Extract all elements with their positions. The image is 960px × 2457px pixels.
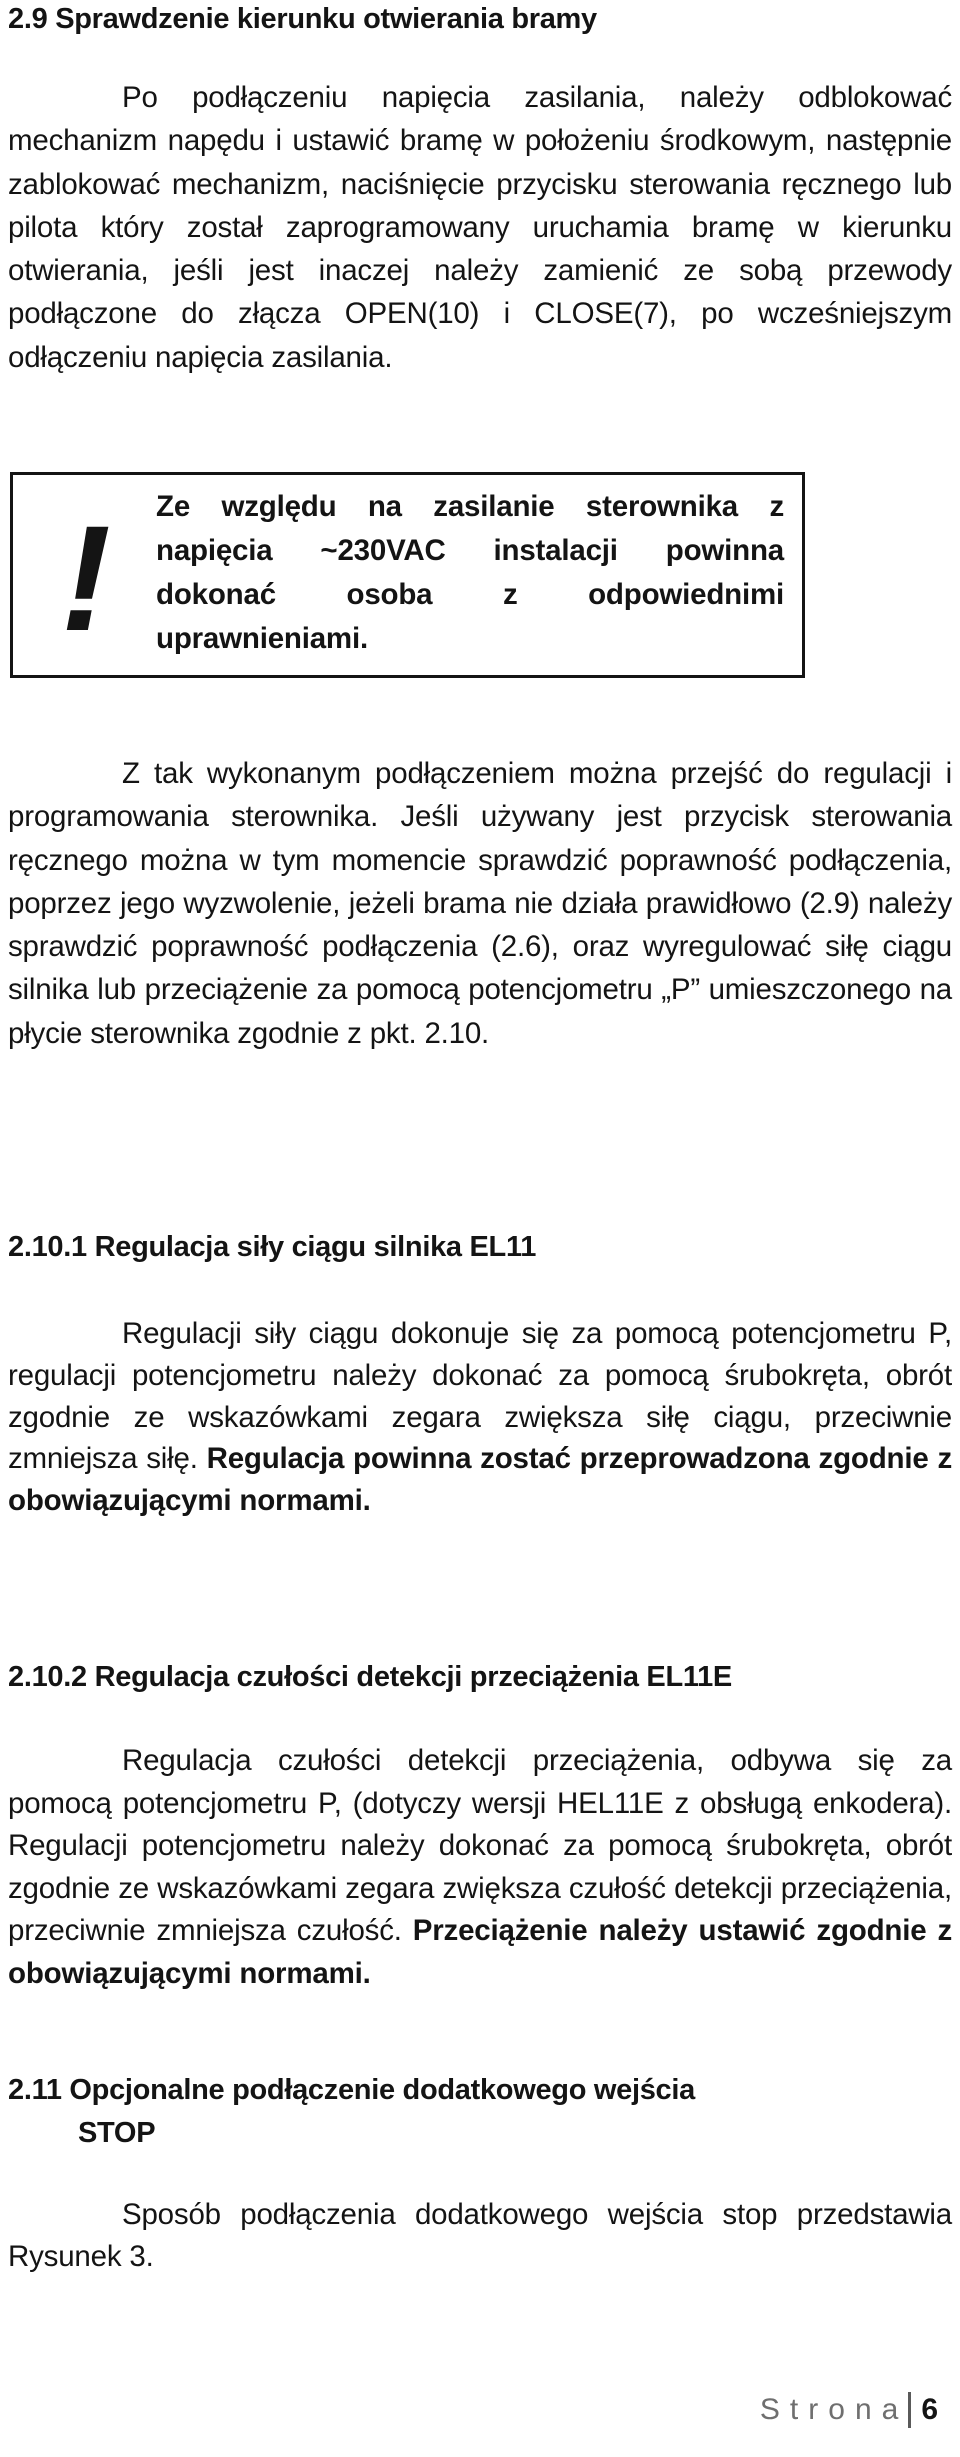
warning-text: Ze względu na zasilanie sterownika z napięcia ~230VAC instalacji powinna dokonać osoba z odpowiednimi uprawnieniami. (156, 490, 784, 655)
heading-2-11-number: 2.11 (8, 2074, 62, 2106)
heading-2-9-title: Sprawdzenie kierunku otwierania bramy (55, 3, 597, 35)
heading-2-10-2-number: 2.10.2 (8, 1661, 87, 1693)
heading-2-11 (8, 2071, 695, 2109)
heading-2-11-title-line2: STOP (78, 2117, 156, 2149)
paragraph-after-connection (8, 752, 952, 1055)
paragraph-2-10-2 (8, 1740, 952, 1995)
heading-2-10-1 (8, 1228, 536, 1266)
page-footer (760, 2390, 938, 2430)
paragraph-after-connection-text: Z tak wykonanym podłączeniem można przejść do regulacji i programowania sterownika. Jeśli używany jest przycisk sterowania ręcznego można w tym momencie sprawdzić poprawność podłączenia, poprzez jego wyzwolenie, jeżeli brama nie działa prawidłowo (2.9) należy sprawdzić poprawność podłączenia (2.6), oraz wyregulować siłę ciągu silnika lub przeciążenie za pomocą potencjometru „P” umieszczonego na płycie sterownika zgodnie z pkt. 2.10. (8, 757, 952, 1050)
heading-2-9 (8, 0, 597, 38)
page-number: 6 (921, 2393, 938, 2426)
paragraph-2-9-text: Po podłączeniu napięcia zasilania, należy odblokować mechanizm napędu i ustawić bramę w położeniu środkowym, następnie zablokować mechanizm, naciśnięcie przycisku sterowania ręcznego lub pilota który został zaprogramowany uruchamia bramę w kierunku otwierania, jeśli jest inaczej należy zamienić ze sobą przewody podłączone do złącza OPEN(10) i CLOSE(7), po wcześniejszym odłączeniu napięcia zasilania. (8, 81, 952, 374)
heading-2-9-number: 2.9 (8, 3, 48, 35)
heading-2-10-2-title: Regulacja czułości detekcji przeciążenia EL11E (94, 1661, 732, 1693)
paragraph-2-10-2-note: Przeciążenie należy ustawić zgodnie z obowiązującymi normami. (8, 1914, 953, 1990)
footer-separator (908, 2392, 911, 2428)
paragraph-2-9 (8, 76, 952, 379)
paragraph-2-11 (8, 2194, 952, 2278)
paragraph-2-10-1-note: Regulacja powinna zostać przeprowadzona zgodnie z obowiązującymi normami. (8, 1442, 952, 1518)
paragraph-2-10-1 (8, 1313, 952, 1522)
heading-2-11-title: Opcjonalne podłączenie dodatkowego wejścia (69, 2074, 695, 2106)
footer-label: Strona (759, 2393, 909, 2426)
heading-2-10-2 (8, 1658, 732, 1696)
heading-2-11-line2 (78, 2114, 155, 2152)
paragraph-2-11-text: Sposób podłączenia dodatkowego wejścia stop przedstawia Rysunek 3. (8, 2198, 952, 2273)
paragraph-2-10-1-text: Regulacji siły ciągu dokonuje się za pomocą potencjometru P, regulacji potencjometru należy dokonać za pomocą śrubokręta, obrót zgodnie ze wskazówkami zegara zwiększa siłę ciągu, przeciwnie zmniejsza siłę. (8, 1317, 952, 1476)
paragraph-2-10-2-text: Regulacja czułości detekcji przeciążenia, odbywa się za pomocą potencjometru P, (dotyczy wersji HEL11E z obsługą enkodera). Regulacji potencjometru należy dokonać za pomocą śrubokręta, obrót zgodnie ze wskazówkami zegara zwiększa czułość detekcji przeciążenia, przeciwnie zmniejsza czułość. (8, 1744, 952, 1947)
exclamation-icon: ! (61, 494, 111, 662)
heading-2-10-1-title: Regulacja siły ciągu silnika EL11 (94, 1231, 537, 1263)
warning-box (10, 472, 805, 678)
heading-2-10-1-number: 2.10.1 (8, 1231, 87, 1263)
